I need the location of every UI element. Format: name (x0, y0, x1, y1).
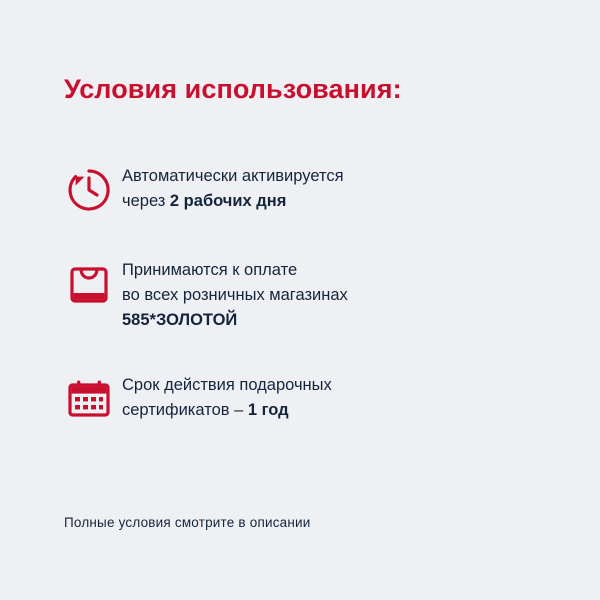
item2-line2: во всех розничных магазинах (122, 286, 348, 304)
terms-list (64, 160, 544, 463)
item3-line1: Срок действия подарочных (122, 376, 332, 394)
item2-line3-bold: ЗОЛОТОЙ (155, 311, 238, 329)
page-title: Условия использования: (64, 74, 402, 104)
list-item (64, 254, 544, 333)
list-item-text (122, 254, 348, 333)
list-item (64, 369, 544, 427)
list-item-text (122, 160, 344, 214)
item1-line2-bold: 2 рабочих дня (169, 192, 287, 210)
item3-line2-prefix: сертификатов – (122, 401, 248, 419)
list-item (64, 160, 544, 218)
list-item-text (122, 369, 332, 423)
footnote: Полные условия смотрите в описании (64, 515, 311, 530)
item1-line1: Автоматически активируется (122, 167, 344, 185)
item2-line1: Принимаются к оплате (122, 261, 298, 279)
clock-icon (64, 160, 122, 218)
item2-line3-prefix: 585* (122, 311, 156, 329)
item1-line2-prefix: через (122, 192, 170, 210)
item3-line2-bold: 1 год (247, 401, 289, 419)
shopping-bag-icon (64, 254, 122, 312)
calendar-icon (64, 369, 122, 427)
